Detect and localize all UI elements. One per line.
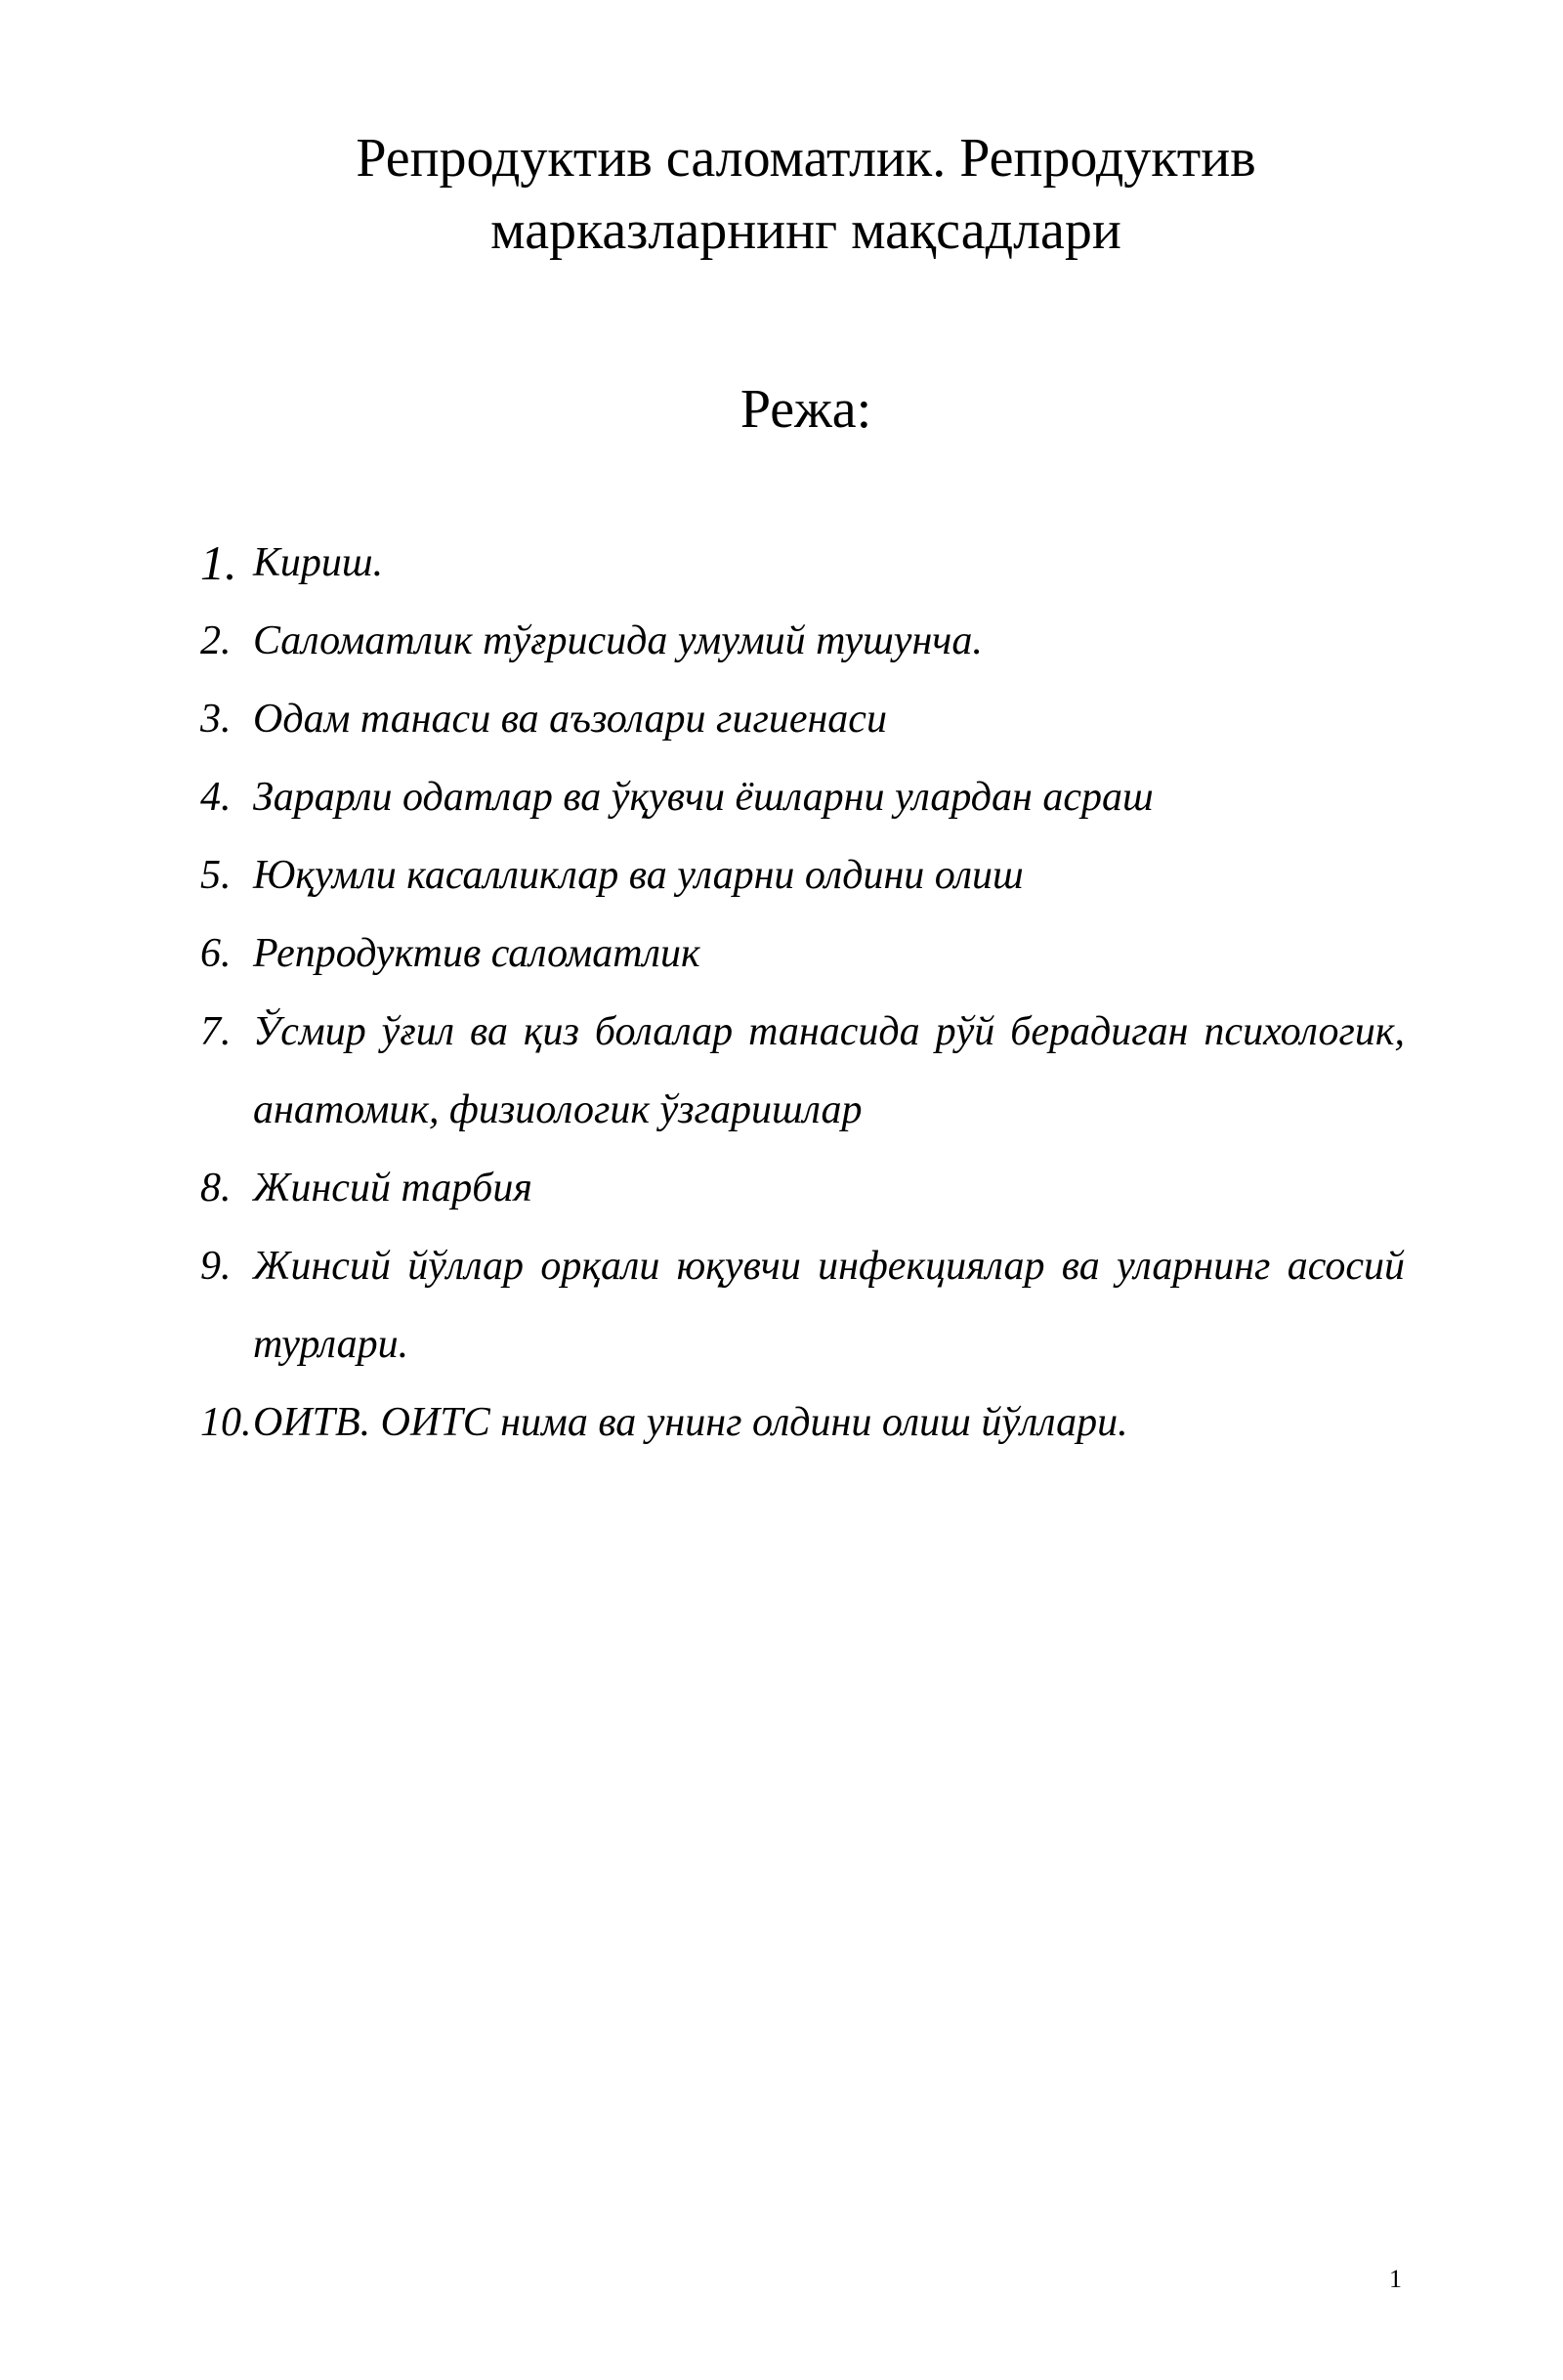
plan-item-number: 2. bbox=[200, 618, 232, 663]
plan-item-text: ОИТВ. ОИТС нима ва унинг олдини олиш йўллари. bbox=[253, 1400, 1128, 1445]
plan-item bbox=[200, 914, 1405, 993]
plan-item-number: 10. bbox=[200, 1400, 252, 1445]
plan-item bbox=[200, 1149, 1405, 1227]
plan-item bbox=[200, 1383, 1405, 1462]
plan-item-text: Юқумли касалликлар ва уларни олдини олиш bbox=[253, 853, 1024, 898]
plan-item bbox=[200, 758, 1405, 836]
plan-item bbox=[200, 680, 1405, 758]
plan-item-number: 6. bbox=[200, 931, 232, 976]
document-title: Репродуктив саломатлик. Репродуктив марказларнинг мақсадлари bbox=[356, 128, 1256, 261]
plan-item-text: Жинсий тарбия bbox=[253, 1166, 532, 1211]
plan-item bbox=[200, 836, 1405, 914]
plan-item-text: Зарарли одатлар ва ўқувчи ёшларни улардан асраш bbox=[253, 775, 1154, 820]
page-number: 1 bbox=[1389, 2265, 1402, 2293]
plan-item-number: 1. bbox=[200, 535, 237, 590]
plan-item bbox=[200, 524, 1405, 602]
plan-item bbox=[200, 993, 1405, 1149]
plan-item-number: 5. bbox=[200, 853, 232, 898]
plan-item-text: Кириш. bbox=[253, 540, 384, 585]
plan-item-number: 7. bbox=[200, 1009, 232, 1054]
plan-item-number: 8. bbox=[200, 1166, 232, 1211]
plan-item-text: Саломатлик тўғрисида умумий тушунча. bbox=[253, 618, 983, 663]
plan-list bbox=[200, 524, 1405, 1462]
plan-heading: Режа: bbox=[739, 379, 872, 440]
plan-item bbox=[200, 1227, 1405, 1383]
plan-item-number: 4. bbox=[200, 775, 232, 820]
plan-item-number: 9. bbox=[200, 1244, 232, 1289]
plan-item bbox=[200, 602, 1405, 680]
plan-item-text: Одам танаси ва аъзолари гигиенаси bbox=[253, 697, 887, 742]
plan-item-number: 3. bbox=[200, 697, 232, 742]
plan-item-text: Ўсмир ўғил ва қиз болалар танасида рўй берадиган психологик, анатомик, физиологик ўзгаришлар bbox=[253, 1009, 1405, 1132]
plan-item-text: Репродуктив саломатлик bbox=[253, 931, 700, 976]
plan-item-text: Жинсий йўллар орқали юқувчи инфекциялар ва уларнинг асосий турлари. bbox=[253, 1244, 1405, 1367]
